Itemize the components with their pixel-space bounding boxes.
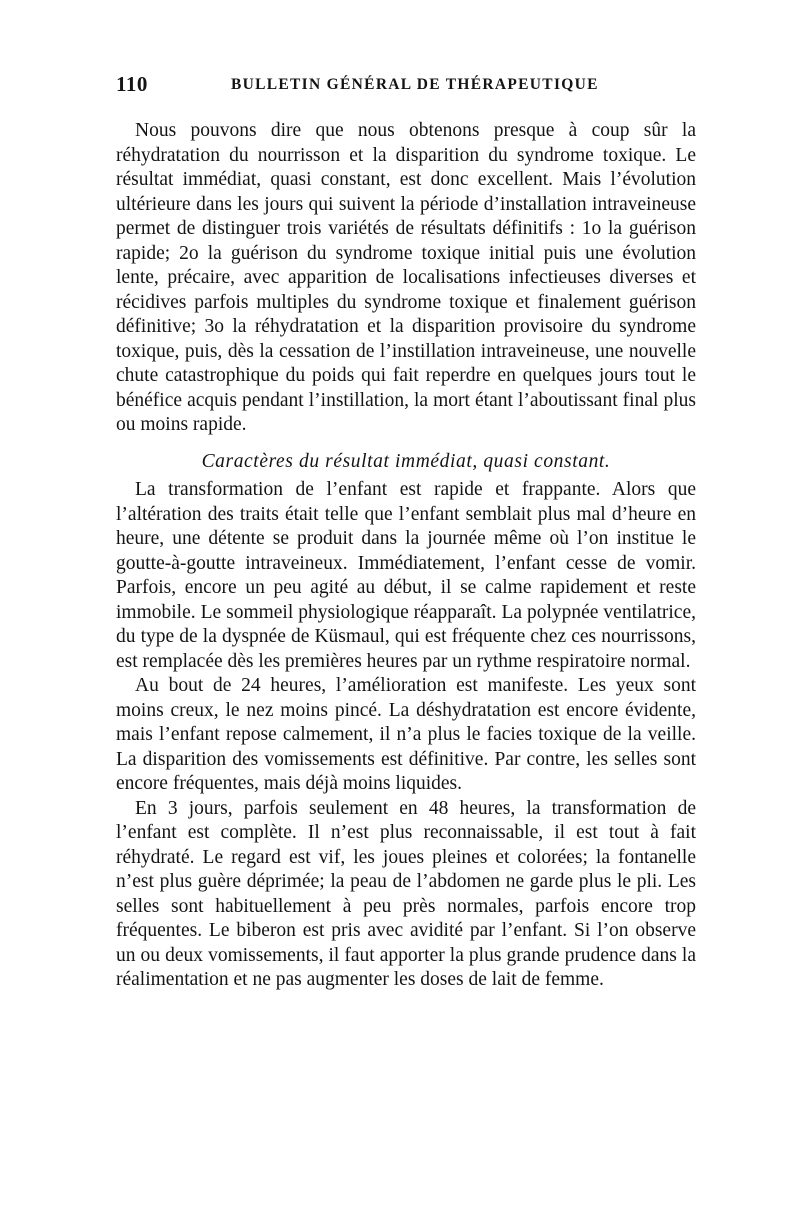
paragraph-1: Nous pouvons dire que nous obtenons presque à coup sûr la réhydratation du nourrisson et la disparition du syndrome toxique. Le résultat immédiat, quasi constant, est donc excellent. Mais l’évolution ultérieure dans les jours qui suivent la période d’installation intraveineuse permet de distinguer trois variétés de résultats définitifs : 1o la guérison rapide; 2o la guérison du syndrome toxique initial puis une évolution lente, précaire, avec apparition de localisations infectieuses diverses et récidives parfois multiples du syndrome toxique et finalement guérison définitive; 3o la réhydratation et la disparition provisoire du syndrome toxique, puis, dès la cessation de l’instillation intraveineuse, une nouvelle chute catastrophique du poids qui fait reperdre en quelques jours tout le bénéfice acquis pendant l’instillation, la mort étant l’aboutissant final plus ou moins rapide. — [116, 120, 696, 435]
page-number: 110 — [116, 72, 148, 96]
section-heading: Caractères du résultat immédiat, quasi constant. — [201, 450, 611, 472]
running-title: BULLETIN GÉNÉRAL DE THÉRAPEUTIQUE — [231, 76, 599, 93]
body-text — [116, 119, 696, 993]
paragraph-4: En 3 jours, parfois seulement en 48 heures, la transformation de l’enfant est complète. Il n’est plus reconnaissable, il est tout à fait réhydraté. Le regard est vif, les joues pleines et colorées; la fontanelle n’est plus guère déprimée; la peau de l’abdomen ne garde plus le pli. Les selles sont habituellement à peu près normales, parfois encore trop fréquentes. Le biberon est pris avec avidité par l’enfant. Si l’on observe un ou deux vomissements, il faut apporter la plus grande prudence dans la réalimentation et ne pas augmenter les doses de lait de femme. — [116, 797, 696, 990]
paragraph-3: Au bout de 24 heures, l’amélioration est manifeste. Les yeux sont moins creux, le nez moins pincé. La déshydratation est encore évidente, mais l’enfant repose calmement, il n’a plus le facies toxique de la veille. La disparition des vomissements est définitive. Par contre, les selles sont encore fréquentes, mais déjà moins liquides. — [116, 675, 696, 794]
paragraph-2: La transformation de l’enfant est rapide et frappante. Alors que l’altération des traits était telle que l’enfant semblait plus mal d’heure en heure, une détente se produit dans la journée même où l’on institue le goutte-à-goutte intraveineux. Immédiatement, l’enfant cesse de vomir. Parfois, encore un peu agité au début, il se calme rapidement et reste immobile. Le sommeil physiologique réapparaît. La polypnée ventilatrice, du type de la dyspnée de Küsmaul, qui est fréquente chez ces nourrissons, est remplacée dès les premières heures par un rythme respiratoire normal. — [116, 479, 696, 672]
page-header — [116, 72, 696, 102]
